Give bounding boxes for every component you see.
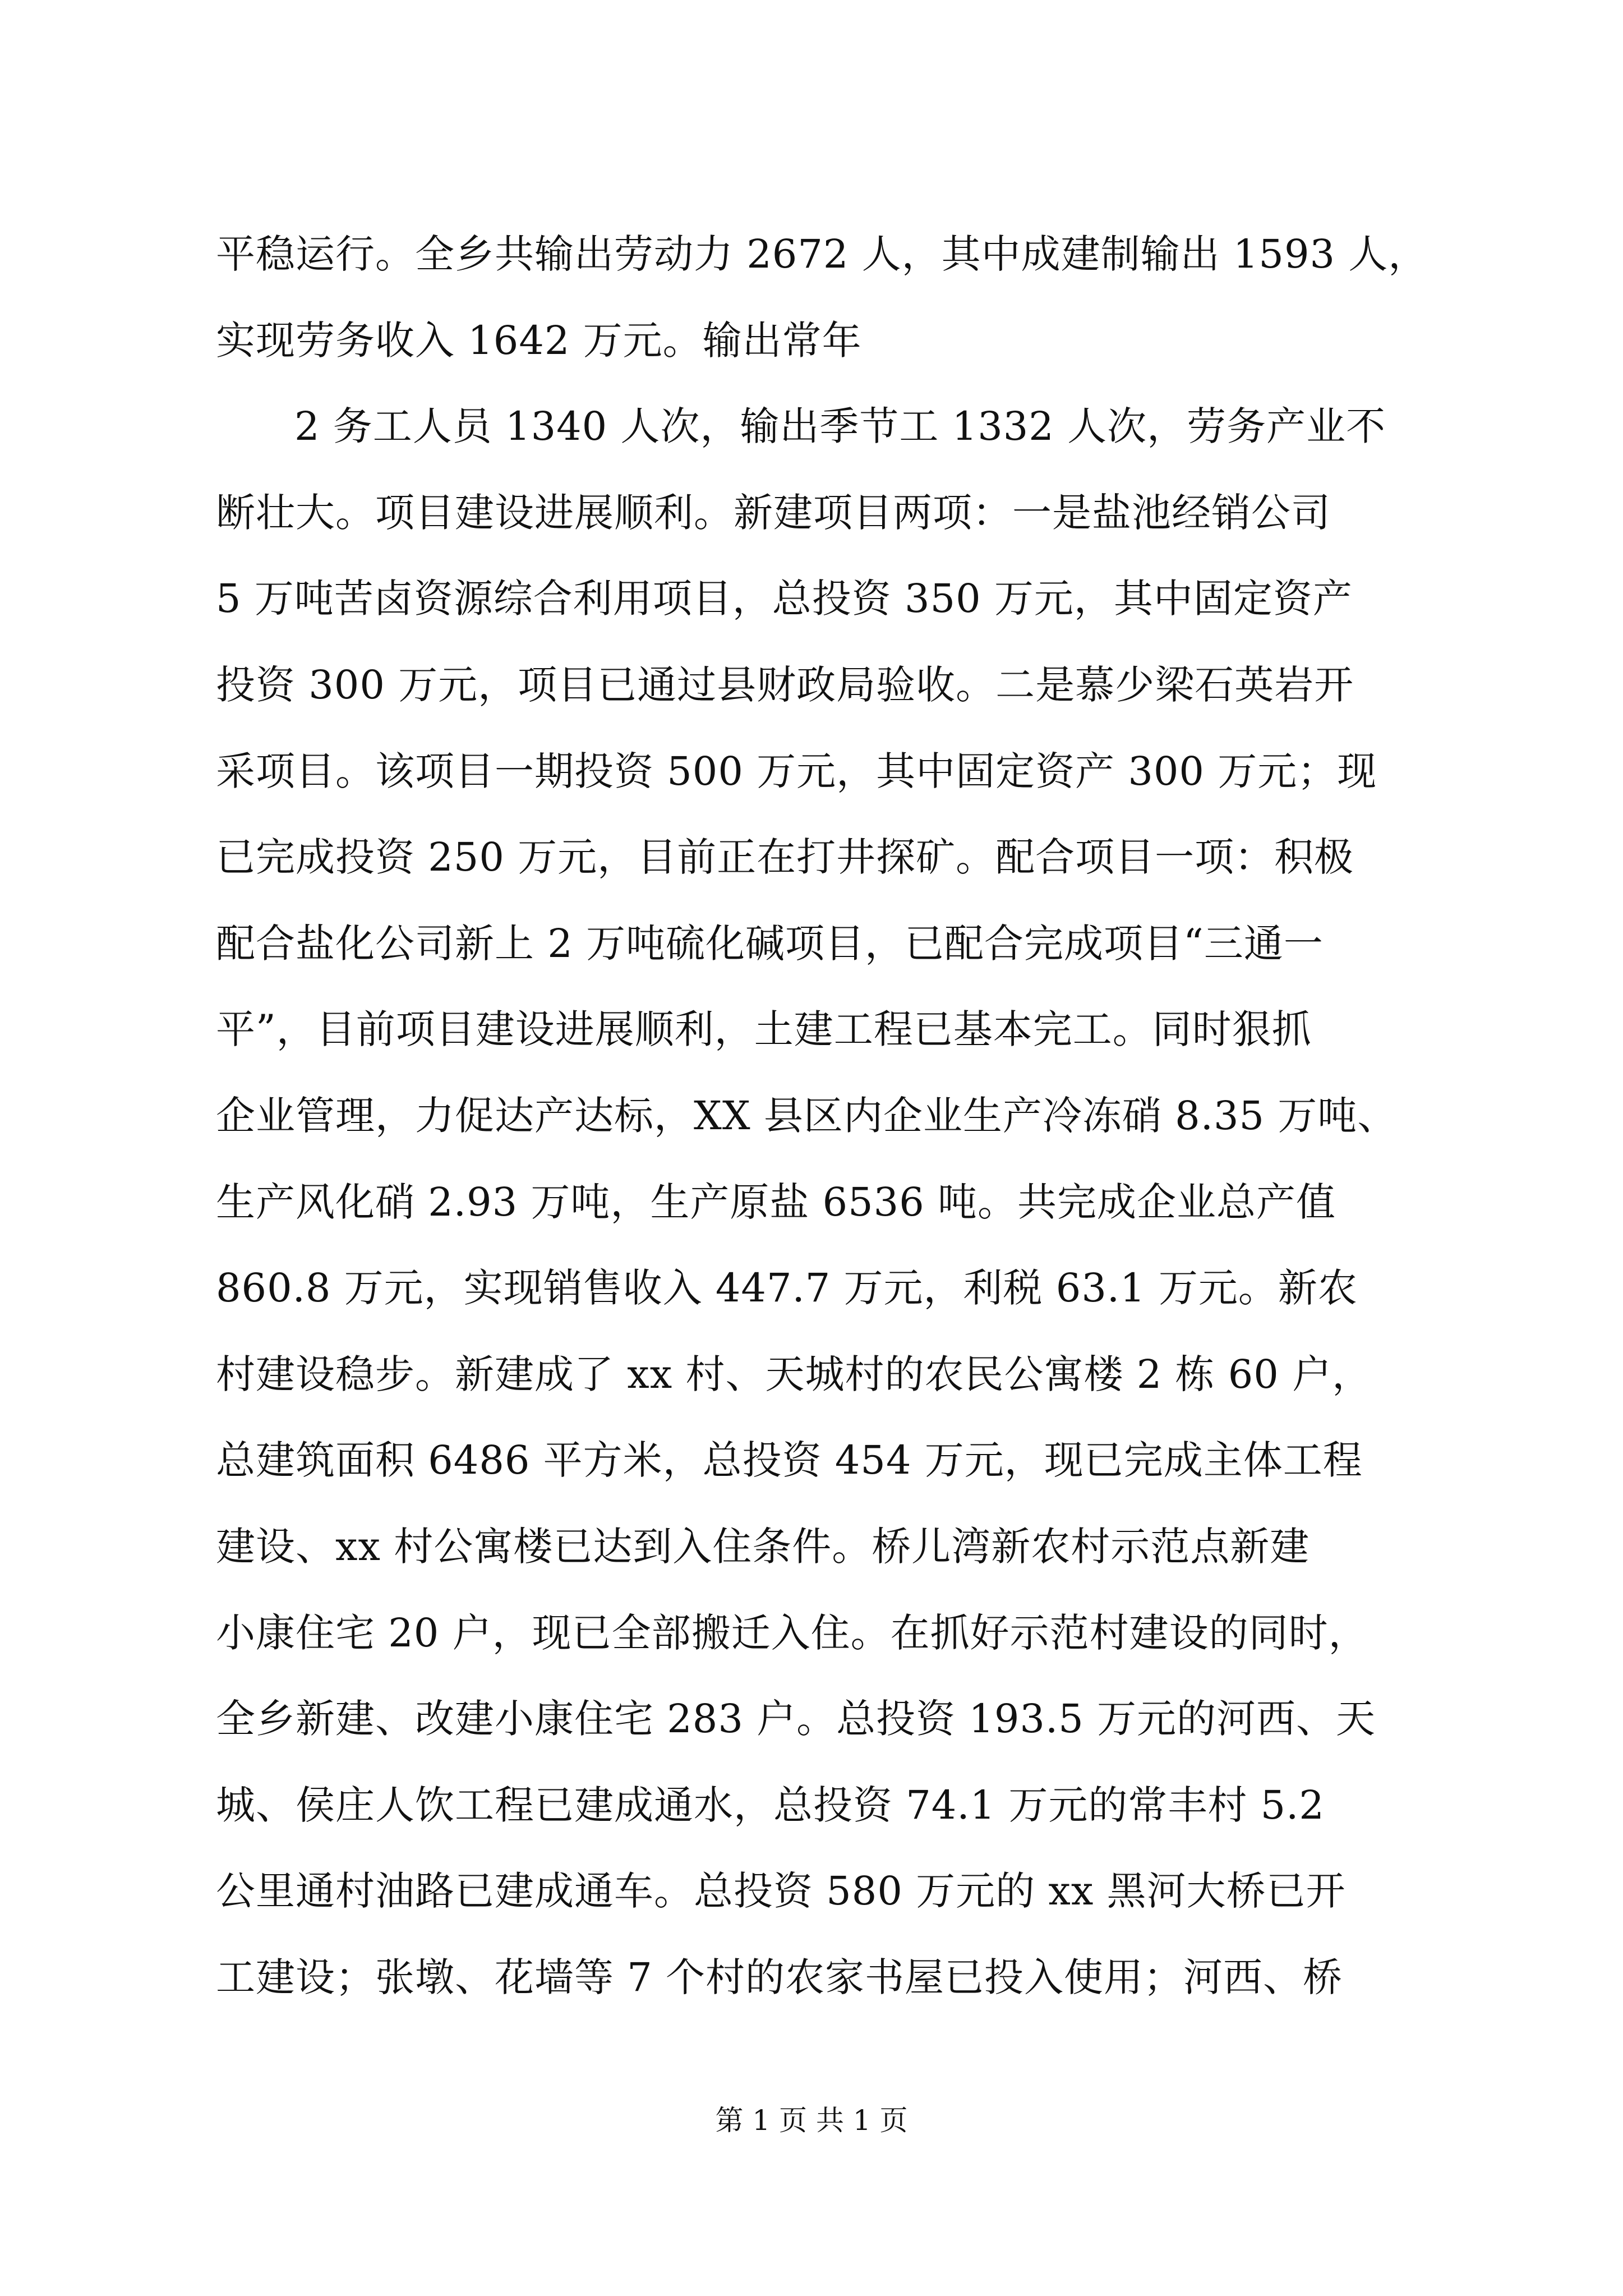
page-footer: [0, 2101, 1623, 2140]
text-line: 总建筑面积 6486 平方米，总投资 454 万元，现已完成主体工程: [216, 1437, 1363, 1483]
text-line: 建设、xx 村公寓楼已达到入住条件。桥儿湾新农村示范点新建: [216, 1524, 1310, 1570]
text-line: 企业管理，力促达产达标，XX 县区内企业生产冷冻硝 8.35 万吨、: [216, 1093, 1398, 1139]
text-line: 平”，目前项目建设进展顺利，土建工程已基本完工。同时狠抓: [216, 1006, 1312, 1052]
text-line: 小康住宅 20 户，现已全部搬迁入住。在抓好示范村建设的同时，: [216, 1610, 1368, 1656]
text-line: 实现劳务收入 1642 万元。输出常年: [216, 318, 862, 364]
text-line: 公里通村油路已建成通车。总投资 580 万元的 xx 黑河大桥已开: [216, 1868, 1346, 1914]
text-line: 断壮大。项目建设进展顺利。新建项目两项：一是盐池经销公司: [216, 490, 1331, 536]
text-line: 2 务工人员 1340 人次，输出季节工 1332 人次，劳务产业不: [294, 403, 1386, 449]
text-line: 860.8 万元，实现销售收入 447.7 万元，利税 63.1 万元。新农: [216, 1265, 1358, 1311]
text-line: 配合盐化公司新上 2 万吨硫化碱项目，已配合完成项目“三通一: [216, 921, 1324, 967]
text-line: 全乡新建、改建小康住宅 283 户。总投资 193.5 万元的河西、天: [216, 1696, 1376, 1742]
text-line: 5 万吨苦卤资源综合利用项目，总投资 350 万元，其中固定资产: [216, 576, 1353, 622]
text-line: 平稳运行。全乡共输出劳动力 2672 人，其中成建制输出 1593 人，: [216, 231, 1428, 277]
text-line: 投资 300 万元，项目已通过县财政局验收。二是慕少梁石英岩开: [216, 662, 1354, 708]
text-line: 城、侯庄人饮工程已建成通水，总投资 74.1 万元的常丰村 5.2: [216, 1782, 1325, 1828]
text-line: 已完成投资 250 万元，目前正在打井探矿。配合项目一项：积极: [216, 834, 1354, 880]
text-line: 生产风化硝 2.93 万吨，生产原盐 6536 吨。共完成企业总产值: [216, 1179, 1336, 1225]
page-number-label: 第 1 页 共 1 页: [715, 2104, 908, 2137]
text-line: 采项目。该项目一期投资 500 万元，其中固定资产 300 万元；现: [216, 748, 1377, 794]
text-line: 工建设；张墩、花墙等 7 个村的农家书屋已投入使用；河西、桥: [216, 1954, 1343, 2000]
text-line: 村建设稳步。新建成了 xx 村、天城村的农民公寓楼 2 栋 60 户，: [216, 1351, 1372, 1397]
